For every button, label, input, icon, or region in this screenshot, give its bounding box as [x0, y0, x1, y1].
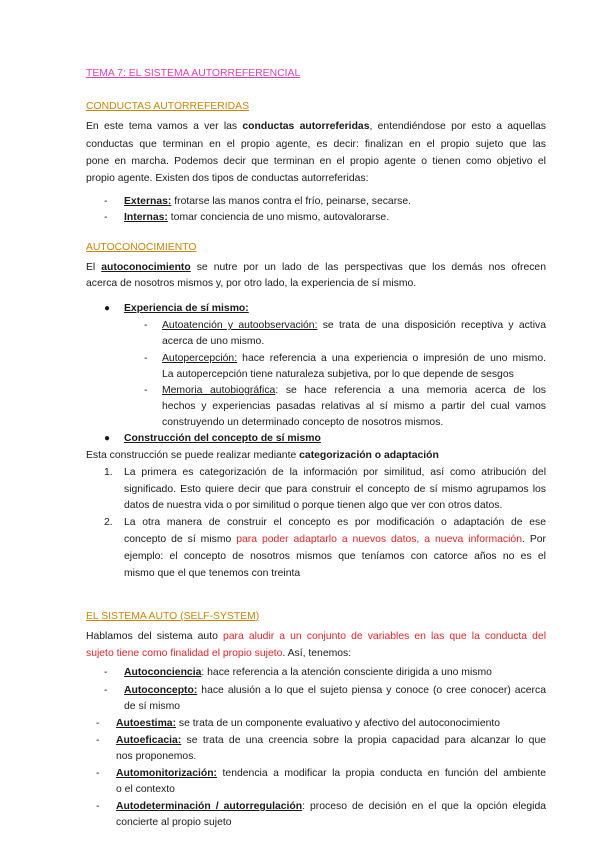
dash-bullet: -: [104, 196, 108, 207]
document-title: TEMA 7: EL SISTEMA AUTORREFERENCIAL: [86, 68, 301, 79]
sub-item-autoatencion: Autoatención y autoobservación: se trata de una disposición receptiva y activa: [162, 320, 546, 331]
list-item-autoestima: Autoestima: se trata de un componente evaluativo y afectivo del autoconocimiento: [116, 718, 501, 729]
list-item-internas: Internas: tomar conciencia de uno mismo, autovalorarse.: [124, 212, 390, 223]
list-item-externas: Externas: frotarse las manos contra el frío, peinarse, secarse.: [124, 196, 412, 207]
paragraph-line: El autoconocimiento se nutre por un lado de las perspectivas que los demás nos ofrecen: [86, 262, 546, 273]
list-item-automonitorizacion: Automonitorización: tendencia a modificar la propia conducta en función del ambiente: [116, 768, 546, 779]
dash-bullet: -: [144, 385, 148, 396]
list-number: 1.: [104, 467, 113, 478]
paragraph-line: Esta construcción se puede realizar mediante categorización o adaptación: [86, 450, 439, 461]
list-item-continuation: de sí mismo: [124, 701, 181, 712]
dash-bullet: -: [144, 353, 148, 364]
dash-bullet: -: [104, 685, 108, 696]
paragraph-line: pone en marcha. Podemos decir que terminan en el propio agente o tienen como objetivo el: [86, 156, 546, 167]
experiencia-heading: Experiencia de sí mismo:: [124, 303, 249, 314]
section-heading-conductas: CONDUCTAS AUTORREFERIDAS: [86, 101, 249, 112]
list-item-autodeterminacion: Autodeterminación / autorregulación: proceso de decisión en el que la opción elegida: [116, 801, 547, 812]
bullet-dot-icon: ●: [104, 433, 111, 444]
paragraph-line: conductas que terminan en el propio agente, es decir: finalizan en el propio sujeto que las: [86, 139, 546, 150]
list-item-continuation: o el contexto: [116, 784, 175, 795]
numbered-item-1: La primera es categorización de la información por similitud, así como atribución del: [124, 467, 546, 478]
dash-bullet: -: [104, 667, 108, 678]
numbered-item-continuation: datos de nuestra vida o por similitud o porque tienen algo que ver con otros datos.: [124, 500, 503, 511]
list-item-continuation: nos proponemos.: [116, 751, 197, 762]
paragraph-line: En este tema vamos a ver las conductas autorreferidas, entendiéndose por esto a aquellas: [86, 121, 546, 132]
numbered-item-2: La otra manera de construir el concepto es por modificación o adaptación de ese: [124, 517, 546, 528]
paragraph-line: acerca de nosotros mismos y, por otro lado, la experiencia de sí mismo.: [86, 278, 417, 289]
paragraph-line: sujeto tiene como finalidad el propio sujeto. Así, tenemos:: [86, 648, 352, 659]
construccion-heading: Construcción del concepto de sí mismo: [124, 433, 321, 444]
sub-item-memoria: Memoria autobiográfica: se hace referencia a una memoria acerca de los: [162, 385, 546, 396]
dash-bullet: -: [96, 801, 100, 812]
dash-bullet: -: [144, 320, 148, 331]
section-heading-autoconocimiento: AUTOCONOCIMIENTO: [86, 242, 197, 253]
numbered-item-continuation: mismo que el que tenemos con treinta: [124, 568, 301, 579]
sub-item-autopercepcion: Autopercepción: hace referencia a una experiencia o impresión de uno mismo.: [162, 353, 546, 364]
paragraph-line: propio agente. Existen dos tipos de conductas autorreferidas:: [86, 173, 369, 184]
list-item-autoconciencia: Autoconciencia: hace referencia a la atención consciente dirigida a uno mismo: [124, 667, 492, 678]
numbered-item-continuation: concepto de sí mismo para poder adaptarlo a nuevos datos, a nueva información. Por: [124, 534, 546, 545]
list-item-autoeficacia: Autoeficacia: se trata de una creencia sobre la propia capacidad para alcanzar lo que: [116, 735, 546, 746]
sub-item-continuation: acerca de uno mismo.: [162, 336, 265, 347]
dash-bullet: -: [96, 768, 100, 779]
dash-bullet: -: [96, 735, 100, 746]
sub-item-continuation: La autopercepción tiene naturaleza subjetiva, por lo que depende de sesgos: [162, 369, 514, 380]
numbered-item-continuation: significado. Esto quiere decir que para construir el concepto de sí mismo agrupamos los: [124, 484, 546, 495]
numbered-item-continuation: ejemplo: el concepto de nosotros mismos que teníamos con catorce años no es el: [124, 551, 546, 562]
dash-bullet: -: [96, 718, 100, 729]
dash-bullet: -: [104, 212, 108, 223]
sub-item-continuation: hechos y experiencias pasadas relativas al sí mismo a partir del cual vamos: [162, 401, 546, 412]
bullet-dot-icon: ●: [104, 303, 111, 314]
section-heading-sistema-auto: EL SISTEMA AUTO (SELF-SYSTEM): [86, 611, 260, 622]
paragraph-line: Hablamos del sistema auto para aludir a un conjunto de variables en las que la conducta del: [86, 631, 547, 642]
list-item-autoconcepto: Autoconcepto: hace alusión a lo que el sujeto piensa y conoce (o cree conocer) acerca: [124, 685, 546, 696]
sub-item-continuation: construyendo un determinado concepto de nosotros mismos.: [162, 417, 444, 428]
list-item-continuation: concierte al propio sujeto: [116, 817, 232, 828]
list-number: 2.: [104, 517, 113, 528]
